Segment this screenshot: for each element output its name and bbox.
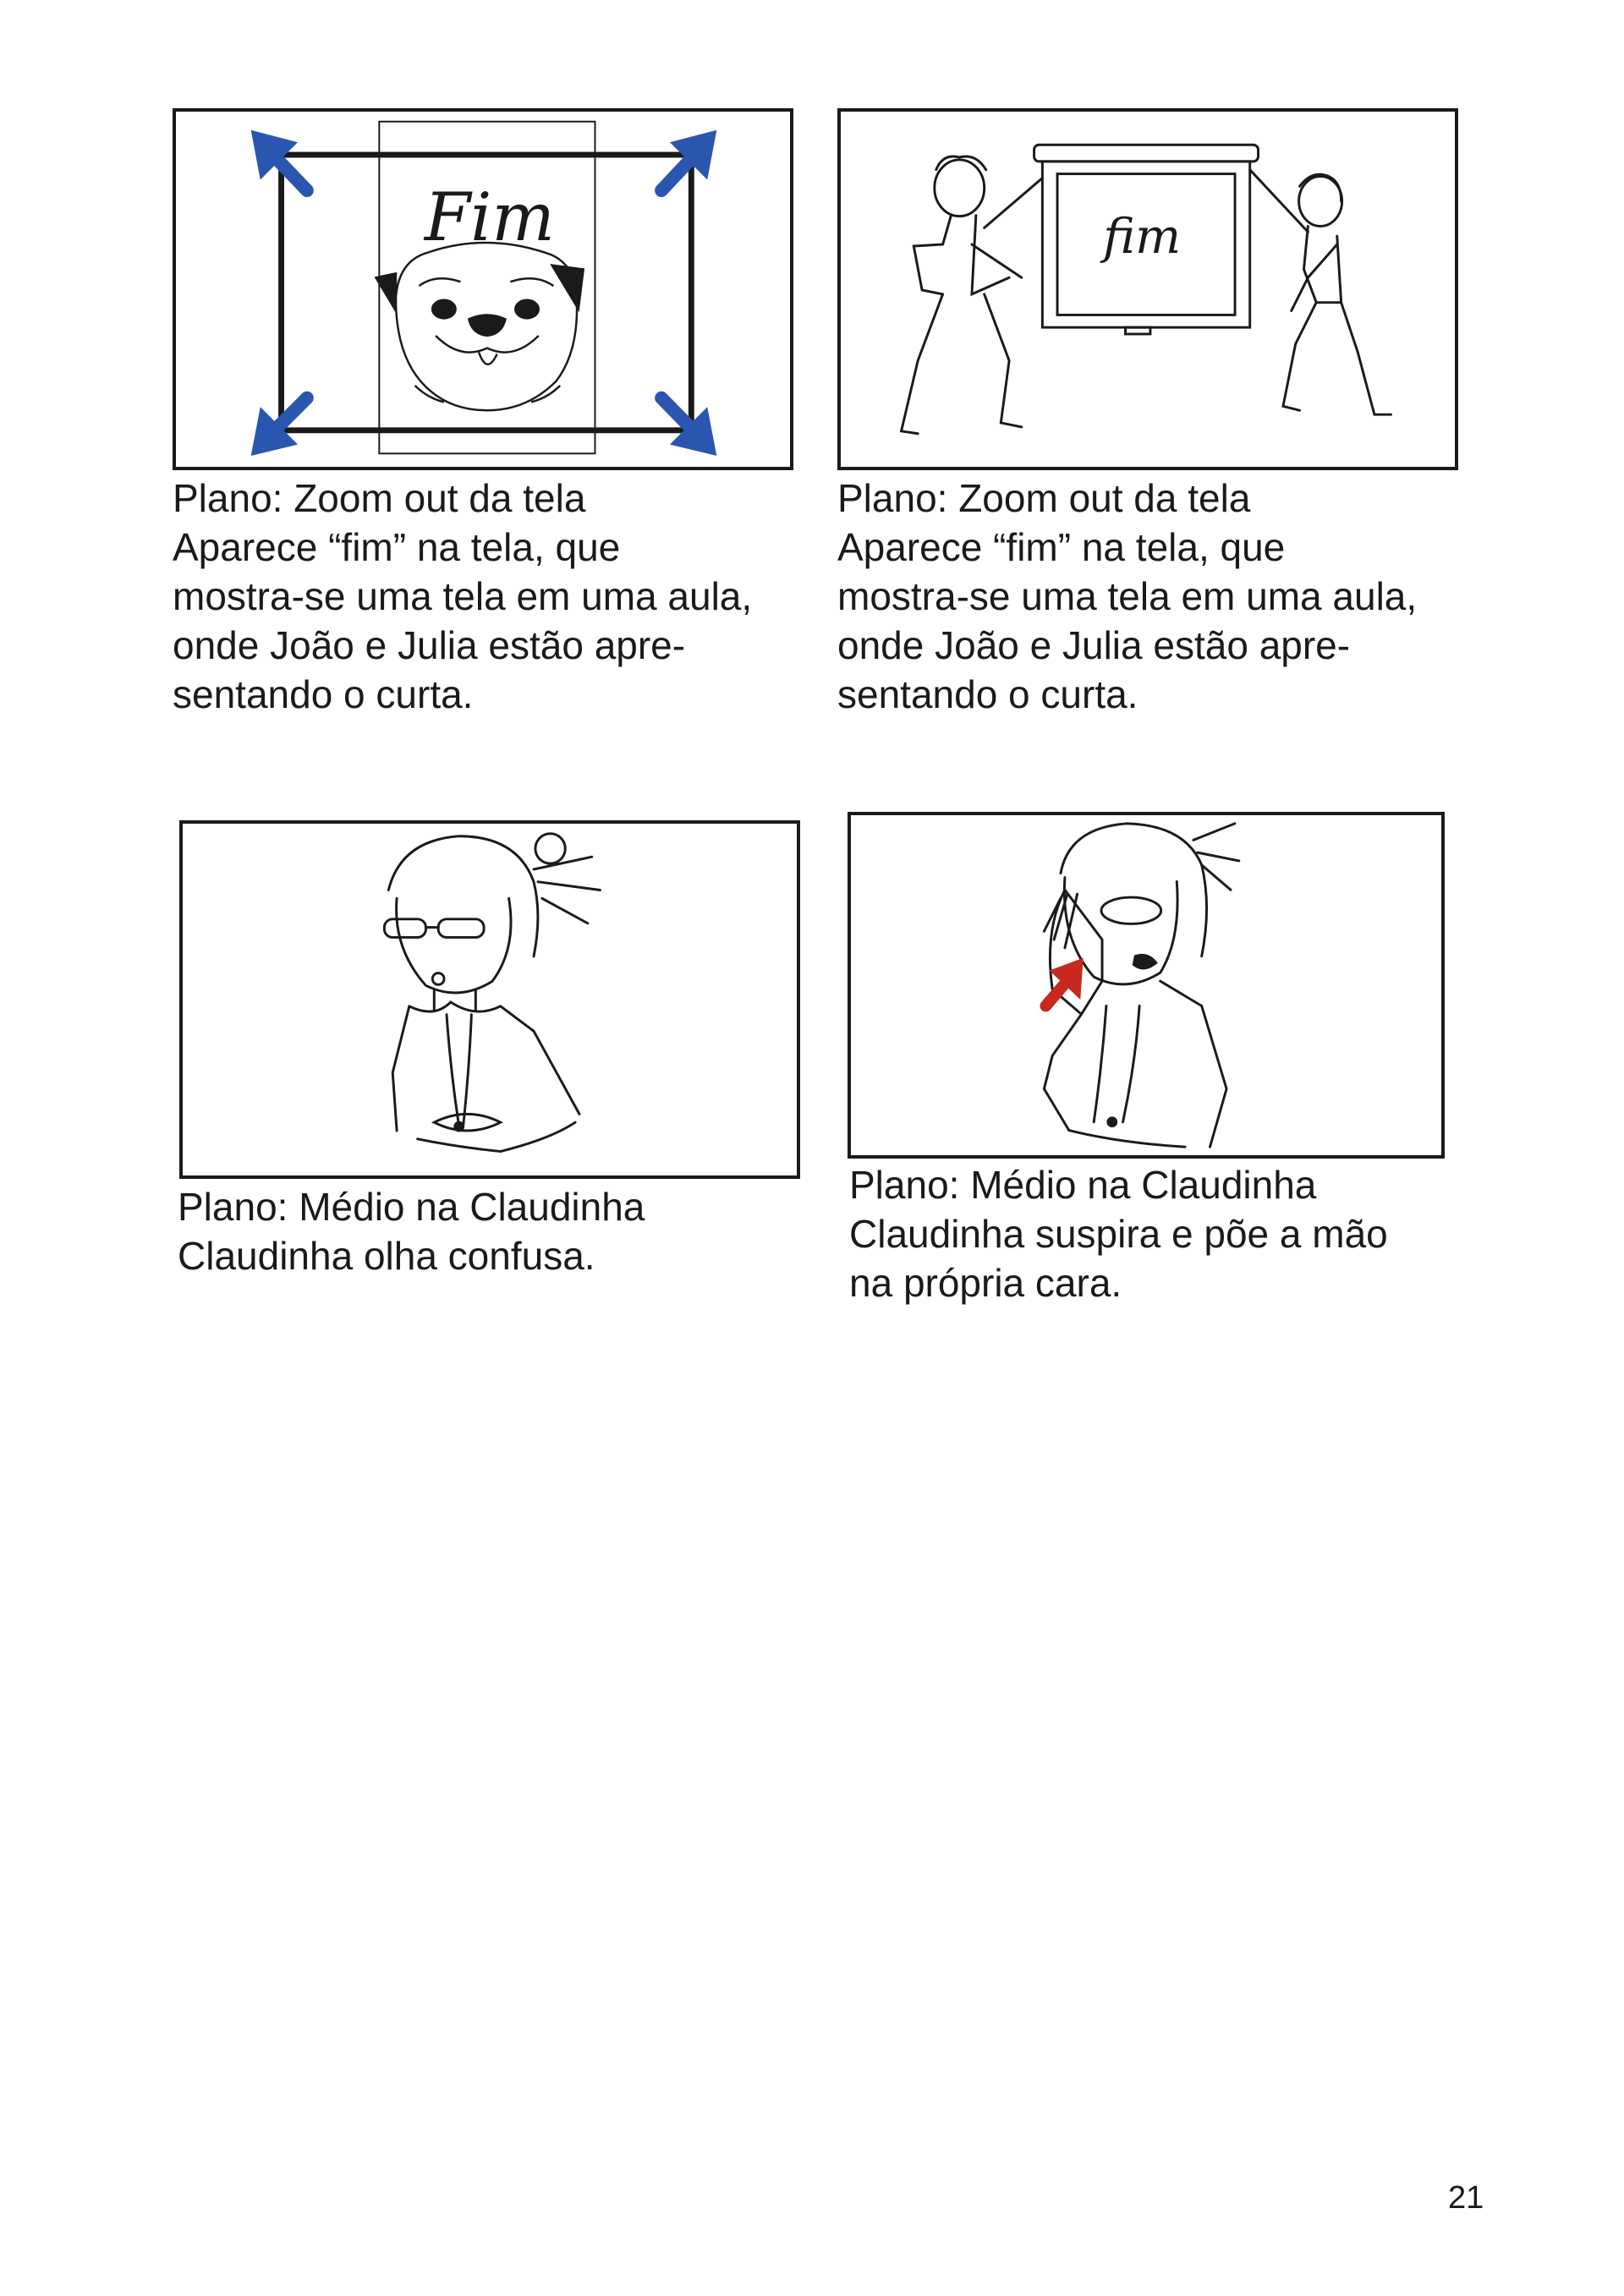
storyboard-panel-1 <box>173 108 793 470</box>
panel-3-drawing <box>183 824 797 1175</box>
caption-line: onde João e Julia estão apre- <box>837 623 1351 667</box>
screen-title: fim <box>1103 208 1182 265</box>
caption-line: Plano: Médio na Claudinha <box>178 1185 645 1229</box>
page-number: 21 <box>1448 2180 1484 2216</box>
caption-line: Aparece “fim” na tela, que <box>837 525 1286 569</box>
caption-line: sentando o curta. <box>173 672 474 716</box>
caption-line: Aparece “fim” na tela, que <box>173 525 621 569</box>
caption-line: mostra-se uma tela em uma aula, <box>837 574 1418 618</box>
caption-line: Plano: Zoom out da tela <box>173 476 586 520</box>
panel-3-caption <box>178 1182 645 1280</box>
julia-figure <box>1250 170 1391 414</box>
storyboard-panel-3 <box>179 820 800 1179</box>
joao-figure <box>902 156 1043 434</box>
poster-frame <box>379 122 595 454</box>
panel-1-caption <box>173 474 752 719</box>
screen-title: Fim <box>424 178 555 257</box>
caption-line: Plano: Médio na Claudinha <box>849 1163 1317 1207</box>
panel-2-caption <box>837 474 1417 719</box>
panel-4-caption <box>849 1160 1388 1307</box>
storyboard-panel-2 <box>837 108 1458 470</box>
claudinha-confused-figure <box>384 834 600 1152</box>
caption-line: mostra-se uma tela em uma aula, <box>173 574 753 618</box>
caption-line: sentando o curta. <box>837 672 1138 716</box>
panel-1-drawing <box>176 112 790 467</box>
caption-line: na própria cara. <box>849 1261 1122 1305</box>
pug-illustration <box>376 243 583 410</box>
caption-line: Claudinha olha confusa. <box>178 1234 595 1278</box>
panel-2-drawing <box>841 112 1455 467</box>
caption-line: onde João e Julia estão apre- <box>173 623 686 667</box>
caption-line: Plano: Zoom out da tela <box>837 476 1251 520</box>
storyboard-panel-4 <box>848 812 1445 1159</box>
caption-line: Claudinha suspira e põe a mão <box>849 1212 1388 1256</box>
panel-4-drawing <box>851 815 1441 1155</box>
